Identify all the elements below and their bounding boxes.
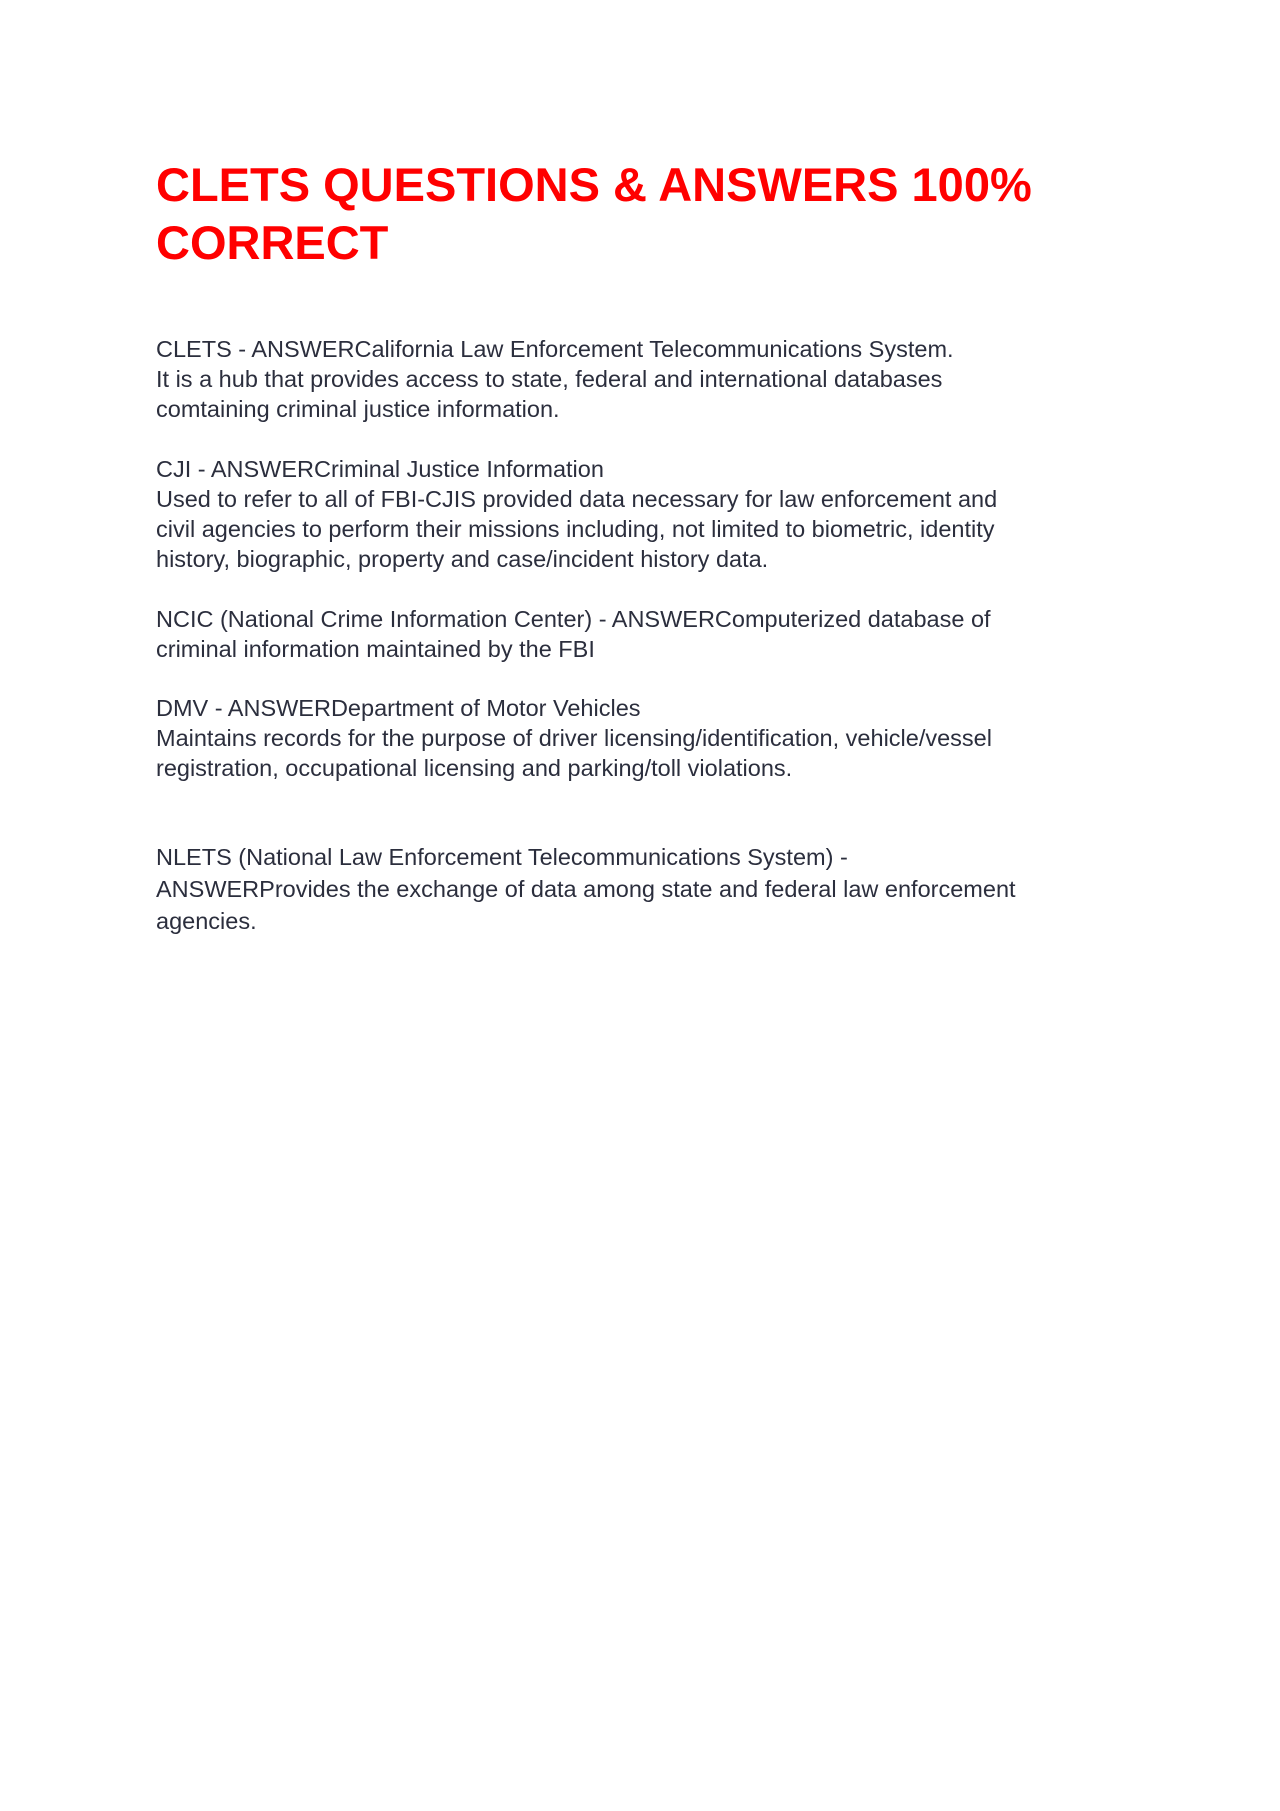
title-line: CLETS QUESTIONS & ANSWERS 100%: [156, 158, 1032, 211]
entry-line: ANSWERProvides the exchange of data among state and federal law enforcement: [156, 876, 1016, 902]
entry-line: DMV - ANSWERDepartment of Motor Vehicles: [156, 695, 641, 721]
entry-line: NLETS (National Law Enforcement Telecommunications System) -: [156, 844, 848, 870]
entry-line: agencies.: [156, 908, 257, 934]
qa-entry-ncic: [156, 604, 1146, 664]
entry-line: Maintains records for the purpose of driver licensing/identification, vehicle/vessel: [156, 725, 992, 751]
qa-entry-nlets: [156, 841, 1146, 937]
entry-line: Used to refer to all of FBI-CJIS provided data necessary for law enforcement and: [156, 486, 998, 512]
entry-line: NCIC (National Crime Information Center) - ANSWERComputerized database of: [156, 606, 991, 632]
title-line: CORRECT: [156, 216, 389, 269]
entry-line: criminal information maintained by the FBI: [156, 636, 595, 662]
document-title: [156, 156, 1156, 272]
entry-line: comtaining criminal justice information.: [156, 396, 560, 422]
qa-entry-clets: [156, 334, 1146, 424]
entry-line: CJI - ANSWERCriminal Justice Information: [156, 456, 604, 482]
entry-line: history, biographic, property and case/incident history data.: [156, 546, 769, 572]
entry-line: CLETS - ANSWERCalifornia Law Enforcement Telecommunications System.: [156, 336, 954, 362]
entry-line: It is a hub that provides access to state, federal and international databases: [156, 366, 943, 392]
entry-line: registration, occupational licensing and parking/toll violations.: [156, 755, 793, 781]
qa-entry-cji: [156, 454, 1146, 574]
entry-line: civil agencies to perform their missions including, not limited to biometric, identity: [156, 516, 995, 542]
qa-entry-dmv: [156, 693, 1146, 783]
